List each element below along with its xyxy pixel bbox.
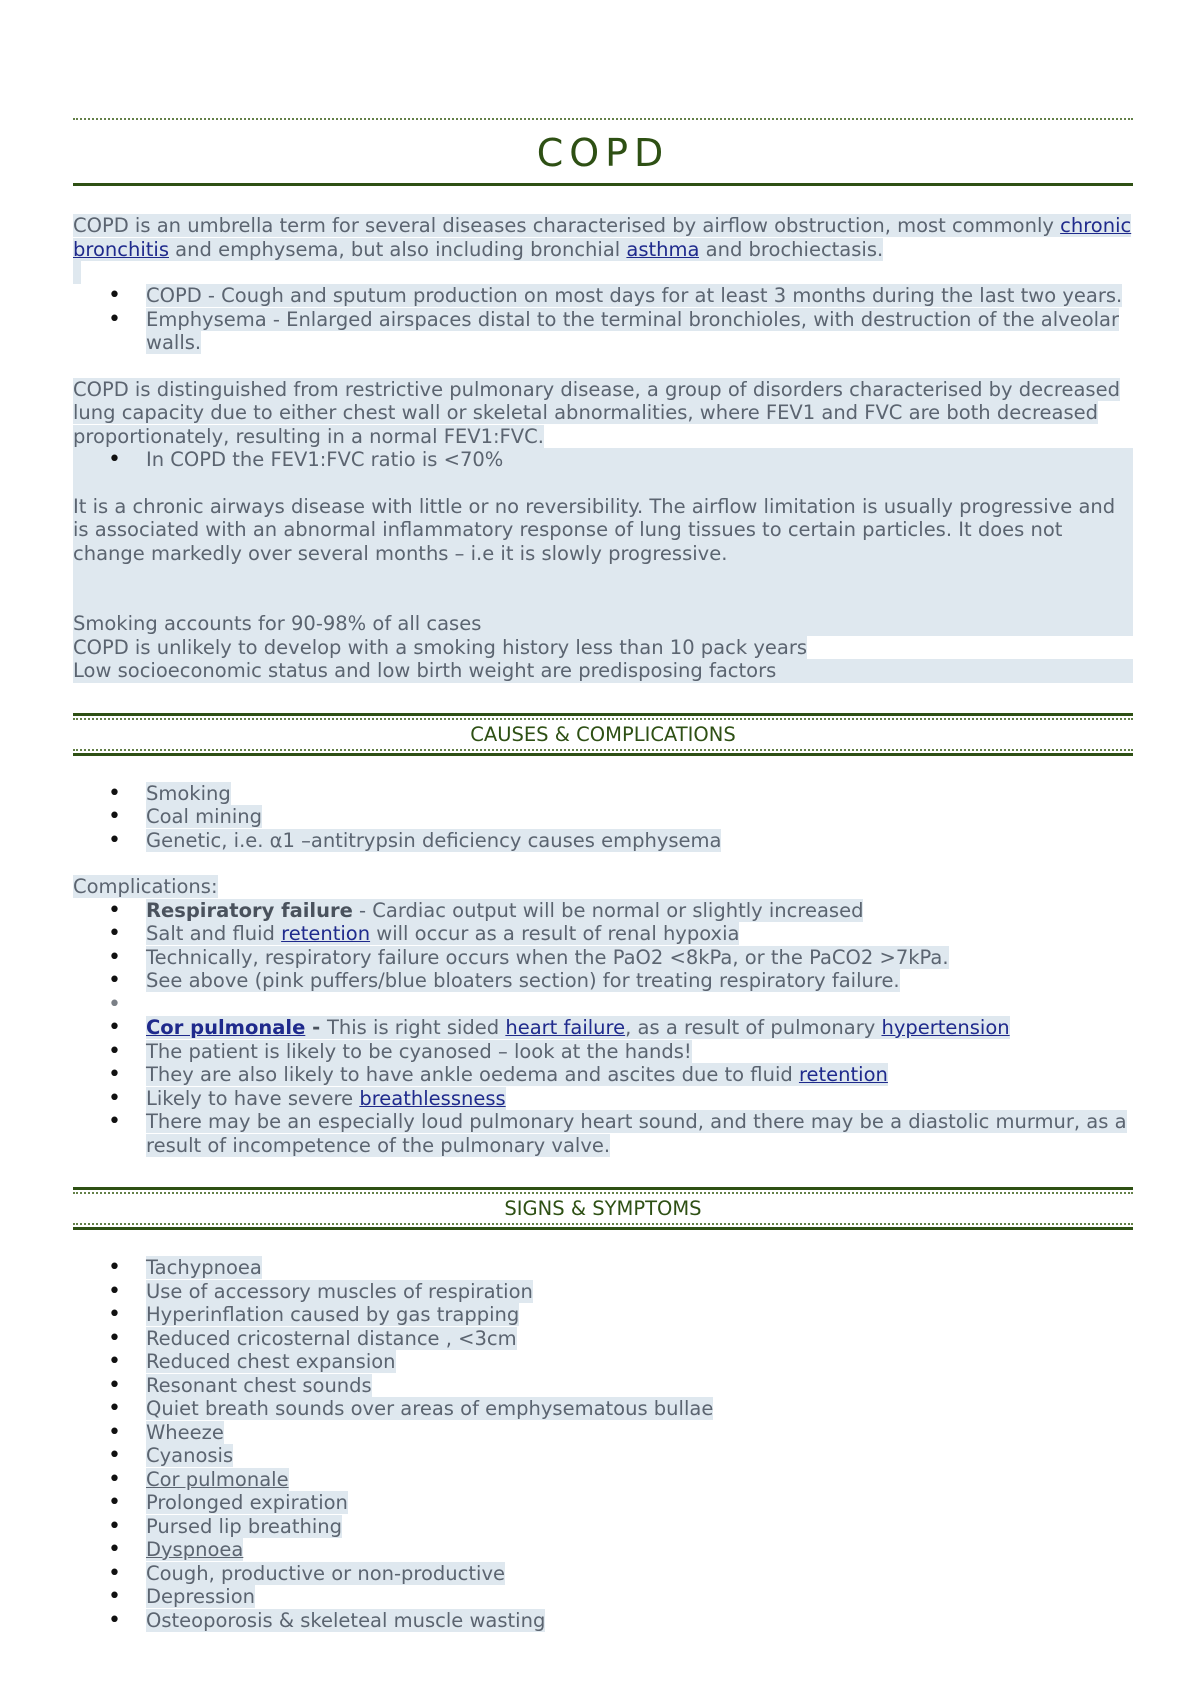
list-item bbox=[73, 782, 1133, 806]
cor-text-b: , as a result of pulmonary bbox=[625, 1016, 882, 1039]
respiratory-failure-text: - Cardiac output will be normal or slightly increased bbox=[352, 898, 864, 922]
ratio-list bbox=[73, 448, 1133, 472]
technically-text: Technically, respiratory failure occurs when the PaO2 <8kPa, or the PaCO2 >7kPa. bbox=[146, 945, 949, 969]
intro-text-c: and brochiectasis. bbox=[699, 237, 884, 261]
list-item bbox=[73, 1538, 1133, 1562]
sign-item: Reduced cricosternal distance , <3cm bbox=[146, 1326, 517, 1350]
list-item bbox=[73, 308, 1133, 355]
cause-item: Smoking bbox=[146, 781, 231, 805]
list-item bbox=[73, 1280, 1133, 1304]
list-item bbox=[73, 1303, 1133, 1327]
intro-paragraph bbox=[73, 214, 1133, 261]
list-item bbox=[73, 1444, 1133, 1468]
list-item bbox=[73, 1350, 1133, 1374]
list-item bbox=[73, 1515, 1133, 1539]
section-heading-causes: CAUSES & COMPLICATIONS bbox=[470, 722, 736, 746]
list-item bbox=[73, 1063, 1133, 1087]
empty-list-item bbox=[73, 993, 1133, 1017]
link-asthma[interactable]: asthma bbox=[626, 237, 700, 261]
ankle-text: They are also likely to have ankle oedema and ascites due to fluid bbox=[146, 1063, 799, 1086]
sign-item: Pursed lip breathing bbox=[146, 1514, 343, 1538]
list-item bbox=[73, 1562, 1133, 1586]
fact-line bbox=[73, 636, 1133, 660]
complications-list bbox=[73, 899, 1133, 1158]
fact-line bbox=[73, 659, 1133, 683]
sign-item: Prolonged expiration bbox=[146, 1491, 348, 1514]
sign-item: Reduced chest expansion bbox=[146, 1350, 396, 1373]
list-item bbox=[73, 969, 1133, 993]
breath-text: Likely to have severe bbox=[146, 1086, 360, 1110]
sign-item: Wheeze bbox=[146, 1420, 224, 1444]
signs-list bbox=[73, 1256, 1133, 1632]
fact-socioeconomic: Low socioeconomic status and low birth weight are predisposing factors bbox=[73, 659, 1133, 683]
link-retention-2[interactable]: retention bbox=[798, 1063, 888, 1086]
cor-dash: - bbox=[305, 1016, 327, 1039]
list-item bbox=[73, 1110, 1133, 1157]
section-rule-bottom-thin bbox=[73, 1223, 1133, 1225]
fact-smoking: Smoking accounts for 90-98% of all cases bbox=[73, 612, 1133, 636]
list-item bbox=[73, 1585, 1133, 1609]
link-chronic-bronchitis[interactable]: chronic bronchitis bbox=[73, 214, 1132, 261]
definition-copd: COPD - Cough and sputum production on most days for at least 3 months during the last two years. bbox=[146, 284, 1123, 307]
title-bottom-rule bbox=[73, 183, 1133, 186]
causes-list bbox=[73, 782, 1133, 853]
ratio-text: In COPD the FEV1:FVC ratio is <70% bbox=[146, 448, 504, 471]
list-item bbox=[73, 1491, 1133, 1515]
list-item bbox=[73, 1087, 1133, 1111]
complications-label-text: Complications: bbox=[73, 875, 218, 898]
highlight-block bbox=[73, 448, 1133, 612]
list-item bbox=[73, 1397, 1133, 1421]
sign-item: Use of accessory muscles of respiration bbox=[146, 1279, 533, 1303]
list-item bbox=[73, 448, 1133, 472]
sign-item-link[interactable]: Dyspnoea bbox=[146, 1538, 244, 1561]
see-above-text: See above (pink puffers/blue bloaters section) for treating respiratory failure. bbox=[146, 969, 900, 992]
murmur-text: There may be an especially loud pulmonary heart sound, and there may be a diastolic murmur, as a result of incompetence of the pulmonary valve. bbox=[146, 1110, 1127, 1157]
section-rule-top bbox=[73, 713, 1133, 716]
title-top-rule bbox=[73, 118, 1133, 120]
page-title: COPD bbox=[536, 131, 670, 175]
list-item bbox=[73, 1016, 1133, 1040]
list-item bbox=[73, 805, 1133, 829]
section-heading-signs: SIGNS & SYMPTOMS bbox=[504, 1197, 702, 1220]
fact-line bbox=[73, 612, 1133, 636]
sign-item: Cough, productive or non-productive bbox=[146, 1561, 505, 1585]
list-item bbox=[73, 1374, 1133, 1398]
list-item bbox=[73, 829, 1133, 853]
restrictive-paragraph bbox=[73, 378, 1133, 449]
definition-list bbox=[73, 284, 1133, 355]
link-hypertension[interactable]: hypertension bbox=[881, 1016, 1010, 1039]
list-item bbox=[73, 946, 1133, 970]
link-breathlessness[interactable]: breathlessness bbox=[359, 1086, 506, 1110]
list-item bbox=[73, 284, 1133, 308]
complications-label bbox=[73, 875, 1133, 899]
sign-item: Tachypnoea bbox=[146, 1256, 262, 1279]
restrictive-text: COPD is distinguished from restrictive pulmonary disease, a group of disorders characterised by decreased lung capacity due to either chest wall or skeletal abnormalities, where FEV1 and FVC are both decreased proportionately, resulting in a normal FEV1:FVC. bbox=[73, 377, 1120, 448]
section-rule-top-thin bbox=[73, 1192, 1133, 1194]
list-item bbox=[73, 1327, 1133, 1351]
list-item bbox=[73, 1256, 1133, 1280]
link-heart-failure[interactable]: heart failure bbox=[505, 1016, 626, 1039]
section-rule-top-thin bbox=[73, 718, 1133, 720]
sign-item: Cyanosis bbox=[146, 1444, 234, 1467]
intro-text-a: COPD is an umbrella term for several diseases characterised by airflow obstruction, most commonly bbox=[73, 214, 1061, 237]
sign-item: Hyperinflation caused by gas trapping bbox=[146, 1303, 520, 1326]
cyanosed-text: The patient is likely to be cyanosed – look at the hands! bbox=[146, 1039, 692, 1063]
link-retention[interactable]: retention bbox=[281, 922, 371, 945]
list-item bbox=[73, 1421, 1133, 1445]
link-cor-pulmonale[interactable]: Cor pulmonale bbox=[146, 1016, 306, 1039]
chronic-paragraph: It is a chronic airways disease with little or no reversibility. The airflow limitation is usually progressive and is associated with an abnormal inflammatory response of lung tissues to certain particles. It does not change markedly over several months – i.e it is slowly progressive. bbox=[73, 494, 1116, 565]
section-rule-top bbox=[73, 1187, 1133, 1190]
salt-text-a: Salt and fluid bbox=[146, 922, 282, 945]
cause-item: Coal mining bbox=[146, 805, 263, 828]
list-item bbox=[73, 922, 1133, 946]
sign-item-link[interactable]: Cor pulmonale bbox=[146, 1467, 289, 1491]
cor-text-a: This is right sided bbox=[326, 1016, 506, 1039]
fact-pack-years: COPD is unlikely to develop with a smoking history less than 10 pack years bbox=[73, 635, 808, 659]
cause-item: Genetic, i.e. α1 –antitrypsin deficiency causes emphysema bbox=[146, 828, 722, 852]
list-item bbox=[73, 899, 1133, 923]
list-item bbox=[73, 1468, 1133, 1492]
intro-text-b: and emphysema, but also including bronchial bbox=[168, 237, 627, 261]
definition-emphysema: Emphysema - Enlarged airspaces distal to the terminal bronchioles, with destruction of the alveolar walls. bbox=[146, 307, 1120, 354]
spacer bbox=[73, 261, 1133, 284]
section-rule-bottom-thin bbox=[73, 749, 1133, 751]
sign-item: Osteoporosis & skeleteal muscle wasting bbox=[146, 1608, 546, 1632]
list-item bbox=[73, 1609, 1133, 1633]
sign-item: Resonant chest sounds bbox=[146, 1373, 372, 1397]
sign-item: Depression bbox=[146, 1585, 256, 1608]
document-body bbox=[73, 118, 1133, 1632]
list-item bbox=[73, 1040, 1133, 1064]
sign-item: Quiet breath sounds over areas of emphysematous bullae bbox=[146, 1397, 714, 1420]
salt-text-b: will occur as a result of renal hypoxia bbox=[370, 922, 740, 945]
respiratory-failure-label: Respiratory failure bbox=[146, 898, 353, 922]
